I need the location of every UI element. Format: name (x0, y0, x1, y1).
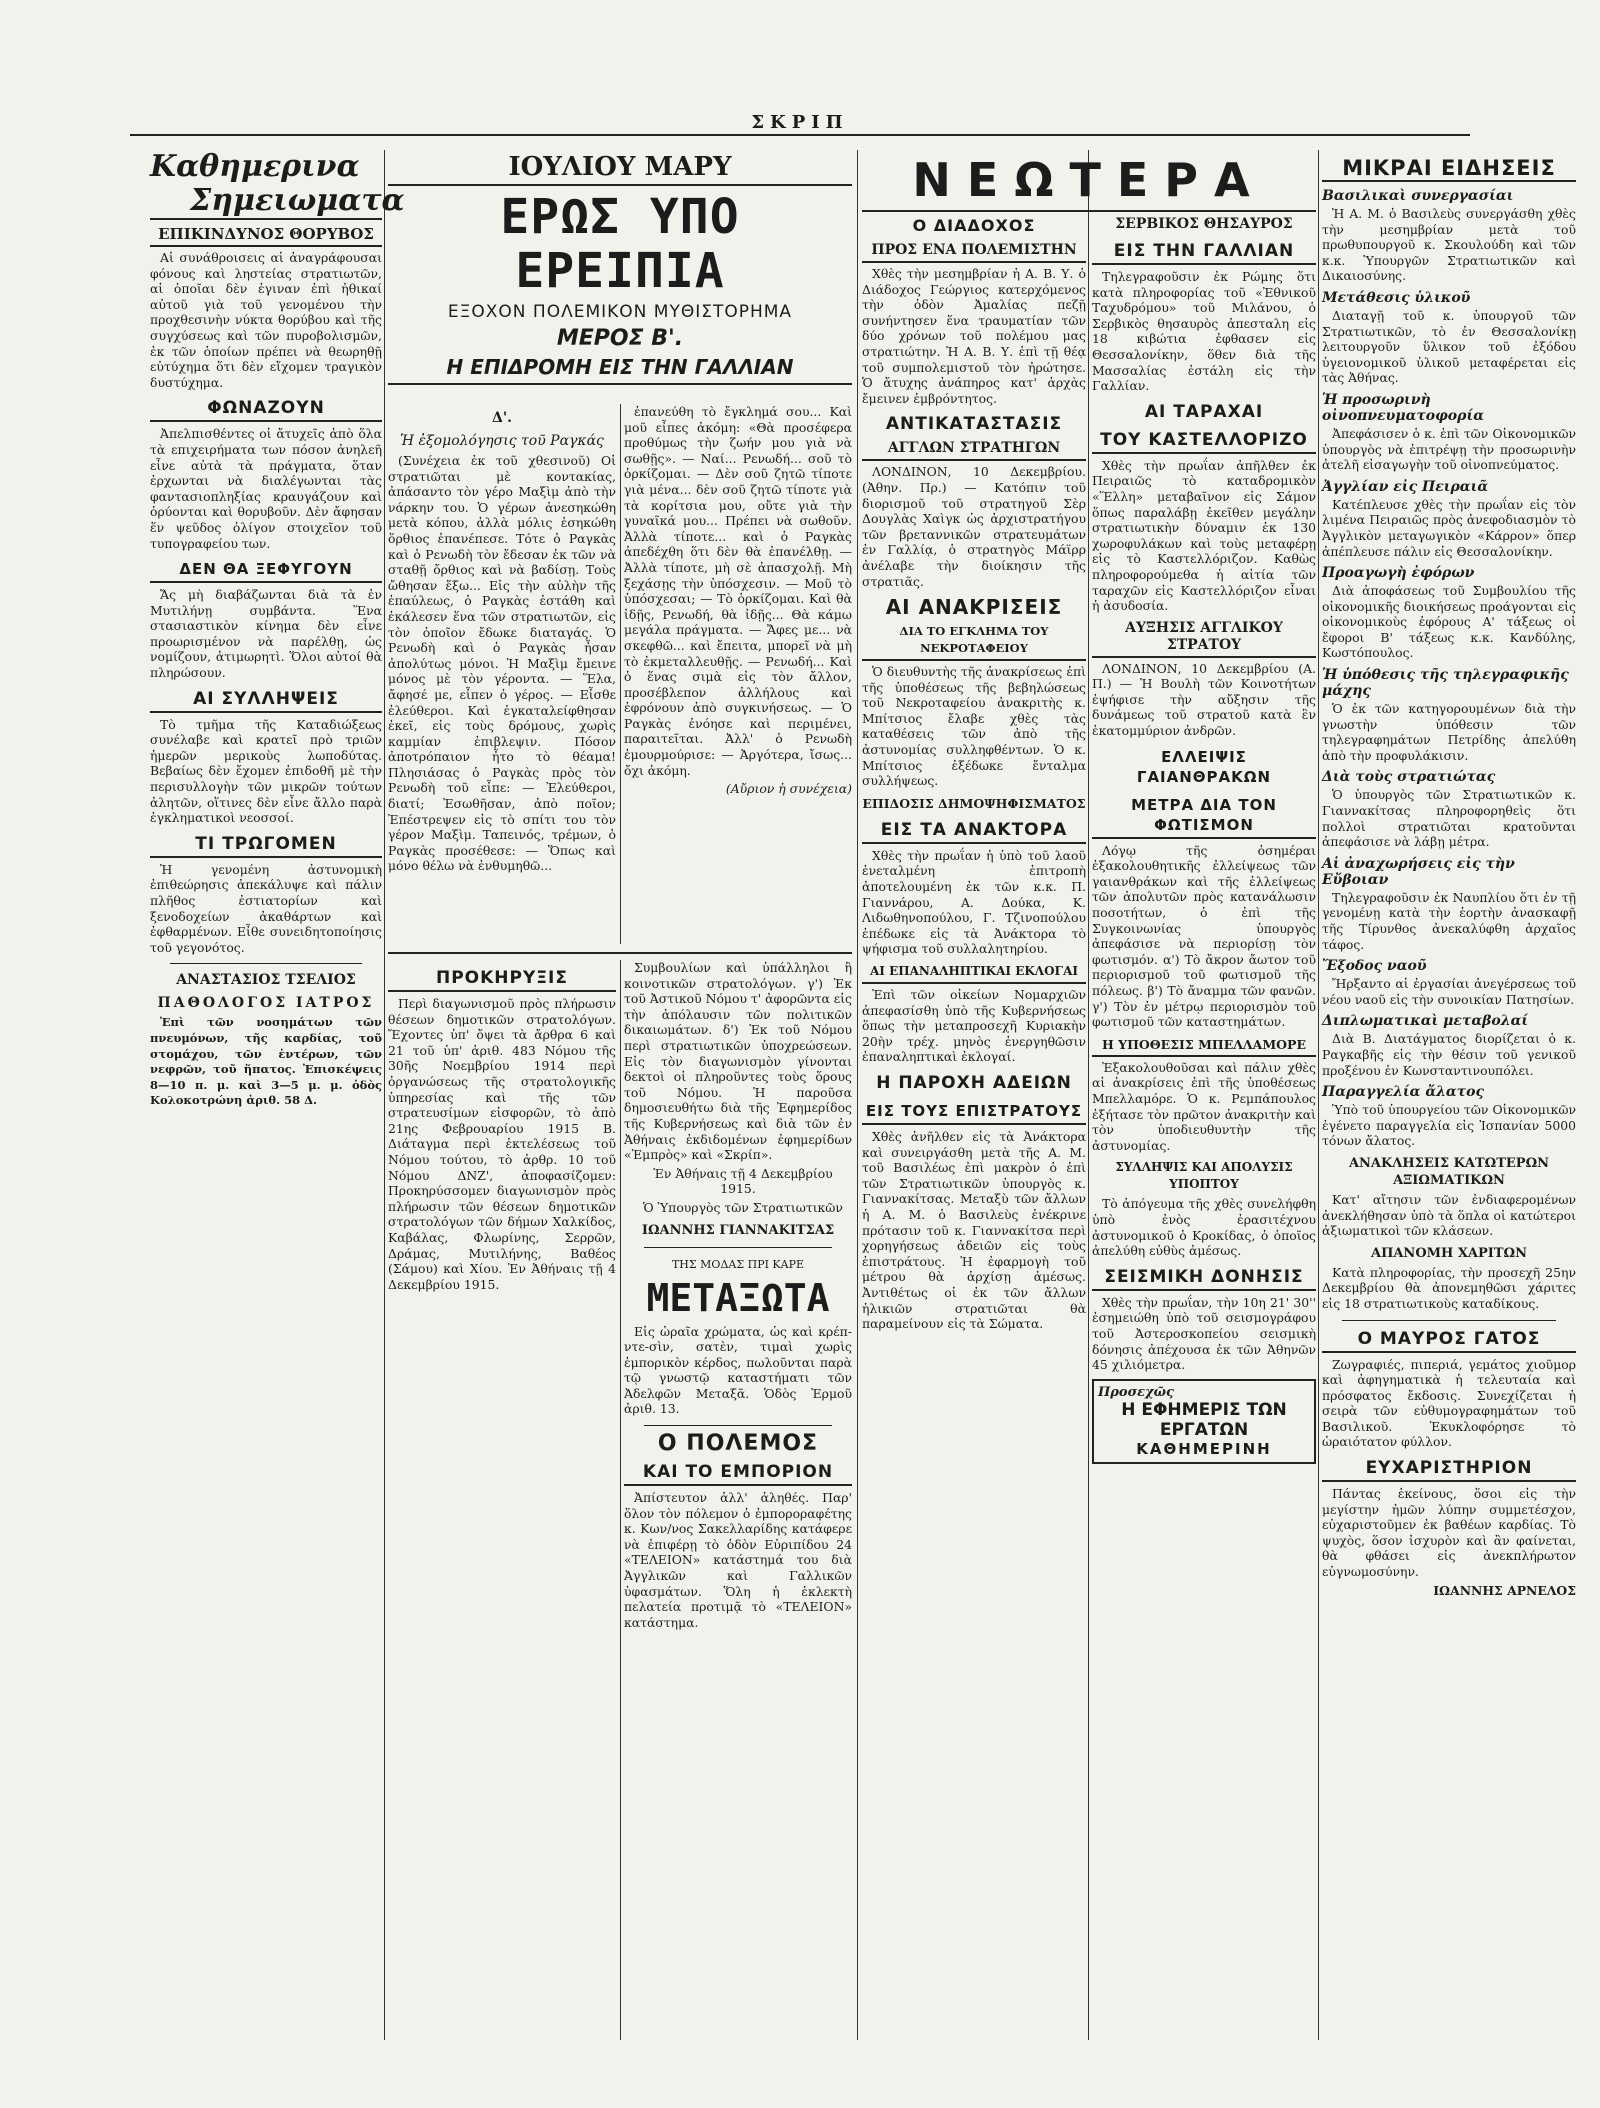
novel-subtitle: ΕΞΟΧΟΝ ΠΟΛΕΜΙΚΟΝ ΜΥΘΙΣΤΟΡΗΜΑ (447, 302, 793, 322)
news-item-body: Διὰ Β. Διατάγματος διορίζεται ὁ κ. Ραγκαβῆς εἰς τὴν θέσιν τοῦ γενικοῦ προξένου ἐν Κωνσταντινουπόλει. (1322, 1031, 1576, 1078)
news-item-title: Ἡ ὑπόθεσις τῆς τηλεγραφικῆς μάχης (1322, 667, 1569, 700)
doctor-ad-title: ΠΑΘΟΛΟΓΟΣ ΙΑΤΡΟΣ (157, 995, 375, 1012)
section-title: ΜΙΚΡΑΙ ΕΙΔΗΣΕΙΣ (1322, 158, 1576, 182)
news-item-title: Ἀγγλίαν εἰς Πειραιᾶ (1322, 478, 1489, 495)
divider (1342, 1320, 1556, 1321)
news-item-title: Ἡ προσωρινὴ οἰνοπνευματοφορία (1322, 391, 1484, 424)
doctor-ad-name: ΑΝΑΣΤΑΣΙΟΣ ΤΣΕΛΙΟΣ (176, 972, 356, 989)
article-body: Λόγῳ τῆς ὀσημέραι ἐξακολουθητικῆς ἐλλείψεως τῶν γαιανθράκων καὶ τῆς ἐλλείψεως τῶν ἀπολυτῶν πρὸς κατανάλωσιν ποσοτήτων, ὁ ἐπὶ τῆς Συγκοινωνίας ὑπουργὸς ἀπεφάσισε νὰ περιορίσῃ τὸν φωτισμόν. α') Τὸ ἄκρον ἄωτον τοῦ περιορισμοῦ τοῦ φωτισμοῦ τῆς πόλεως. β') Τὸ ἄναμμα τῶν φανῶν. γ') Τὸν ἐν μέτρῳ περιορισμὸν τοῦ φωτισμοῦ τῶν καταστημάτων. (1092, 842, 1316, 1030)
divider (644, 1247, 832, 1248)
article-body: ΛΟΝΔΙΝΟΝ, 10 Δεκεμβρίου. (Ἀθην. Πρ.) — Κατόπιν τοῦ διορισμοῦ τοῦ στρατηγοῦ Σὲρ Δουγλὰς Χαὶγκ ὡς ἀρχιστρατήγου τῶν βρεταννικῶν στρατευμάτων ἐν Γαλλίᾳ, ὁ στρατηγὸς Μάϊρρ ἀνέλαβε τὴν διοίκησιν τῆς στρατιᾶς. (862, 464, 1086, 589)
news-item-title: Μετάθεσις ὑλικοῦ (1322, 289, 1471, 306)
novel-column-a (388, 404, 616, 949)
news-item-body: Κατὰ πληροφορίας, τὴν προσεχῆ 25ην Δεκεμβρίου θὰ ἀπονεμηθῶσι χάριτες εἰς 18 στρατιωτικοὺς καταδίκους. (1322, 1264, 1576, 1311)
proclamation-column-b (624, 960, 852, 2040)
news-item-body: Ὁ ἐκ τῶν κατηγορουμένων διὰ τὴν γνωστὴν ὑπόθεσιν τῶν τηλεγραφημάτων Πετρίδης ἀπελύθη ἀπὸ τὴν προφυλάκισιν. (1322, 701, 1576, 763)
article-subtitle: ΔΙΑ ΤΟ ΕΓΚΛΗΜΑ ΤΟΥ ΝΕΚΡΟΤΑΦΕΙΟΥ (862, 623, 1086, 661)
column-rule (857, 150, 858, 2040)
article-body: Ζωγραφιές, πιπεριά, γεμάτος χιοῦμορ καὶ ἀφηγηματικὰ ἡ τελευταία καὶ πρόσφατος ἔκδοσις. Συνεχίζεται ἡ σειρὰ τῶν εὐθυμογραφημάτων τοῦ Βασιλικοῦ. Ἐκυκλοφόρησε τὸ ὡραιότατον φύλλον. (1322, 1356, 1576, 1450)
news-item-title: Ἔξοδος ναοῦ (1322, 958, 1427, 975)
header-line-1: Καθημερινα (150, 149, 360, 184)
article-title: ΔΕΝ ΘΑ ΞΕΦΥΓΟΥΝ (150, 559, 382, 583)
article-title: ΣΕΡΒΙΚΟΣ ΘΗΣΑΥΡΟΣ (1115, 216, 1293, 232)
ad-pre: Προσεχῶς (1098, 1384, 1174, 1400)
column-rule (1088, 150, 1089, 2040)
article-title: ΑΙ ΣΥΛΛΗΨΕΙΣ (150, 689, 382, 713)
article-body: Χθὲς τὴν πρωΐαν, τὴν 10η 21' 30'' ἐσημειώθη ὑπὸ τοῦ σεισμογράφου τοῦ Ἀστεροσκοπείου σεισμικὴ δόνησις ἀπέχουσα ἐκ τῶν Ἀθηνῶν 45 χιλιόμετρα. (1092, 1294, 1316, 1373)
article-title: ΦΩΝΑΖΟΥΝ (150, 398, 382, 422)
novel-chapter: Η ΕΠΙΔΡΟΜΗ ΕΙΣ ΤΗΝ ΓΑΛΛΙΑΝ (388, 355, 852, 385)
article-subtitle: ΕΙΣ ΤΑ ΑΝΑΚΤΟΡΑ (862, 820, 1086, 844)
column-rule (620, 960, 621, 2040)
article-title: Η ΥΠΟΘΕΣΙΣ ΜΠΕΛΛΑΜΟΡΕ (1092, 1036, 1316, 1057)
article-body: Ὁ διευθυντὴς τῆς ἀνακρίσεως ἐπὶ τῆς ὑποθέσεως τῆς βεβηλώσεως τοῦ Νεκροταφείου ἀνακριτὴς κ. Μπίτσιος ἔλαβε χθὲς τὰς καταθέσεις τῶν ἀπὸ τῆς ἀστυνομίας συλληφθέντων. Ὁ κ. Μπίτσιος ἐξέδωκε ἔνταλμα συλλήψεως. (862, 664, 1086, 789)
article-body: Ἡ γενομένη ἀστυνομικὴ ἐπιθεώρησις ἀπεκάλυψε καὶ πάλιν πλῆθος ἐστιατορίων καὶ ξενοδοχείων ἀκαθάρτων καὶ ἐφθαρμένων. Εἶθε συνειδητοποίησις τοῦ γεγονότος. (150, 861, 382, 955)
header-line-2: Σημειωματα (150, 184, 382, 220)
news-item-body: Ἡ Α. Μ. ὁ Βασιλεὺς συνεργάσθη χθὲς τὴν μεσημβρίαν μετὰ τοῦ πρωθυπουργοῦ κ. Σκουλούδη καὶ τῶν κ.κ. Ὑπουργῶν Στρατιωτικῶν καὶ Δικαιοσύνης. (1322, 206, 1576, 284)
article-title: ΕΠΙΚΙΝΔΥΝΟΣ ΘΟΡΥΒΟΣ (150, 226, 382, 247)
article-title: ΕΥΧΑΡΙΣΤΗΡΙΟΝ (1322, 1458, 1576, 1482)
signature-name: ΙΩΑΝΝΗΣ ΑΡΝΕΛΟΣ (1433, 1582, 1576, 1598)
novel-continued: (Αὔριον ἡ συνέχεια) (725, 781, 852, 797)
column-daily-notes (150, 149, 405, 2040)
neotera-banner: ΝΕΩΤΕΡΑ (862, 150, 1316, 212)
article-body: Τηλεγραφοῦσιν ἐκ Ρώμης ὅτι κατὰ πληροφορίας τοῦ «Ἐθνικοῦ Ταχυδρόμου» τοῦ Μιλάνου, ὁ Σερβικὸς θησαυρὸς ἀπεσταλη εἰς 18 κιβώτια ἐφθασεν εἰς Θεσσαλονίκην, ὅθεν διὰ τῆς Μασσαλίας ἐστάλη εἰς τὴν Γαλλίαν. (1092, 269, 1316, 394)
article-title: ΕΠΙΔΟΣΙΣ ΔΗΜΟΨΗΦΙΣΜΑΤΟΣ (862, 795, 1086, 811)
column-rule (384, 150, 385, 2040)
divider (644, 1425, 832, 1426)
doctor-ad-text: Ἐπὶ τῶν νοσημάτων τῶν πνευμόνων, τῆς καρδίας, τοῦ στομάχου, τῶν ἐντέρων, τῶν νεφρῶν, τοῦ ἥπατος. Ἐπισκέψεις 8—10 π. μ. καὶ 3—5 μ. μ. ὁδὸς Κολοκοτρώνη ἀριθ. 58 Δ. (150, 1015, 382, 1108)
news-item-title: ΑΝΑΚΛΗΣΕΙΣ ΚΑΤΩΤΕΡΩΝ ΑΞΙΩΜΑΤΙΚΩΝ (1348, 1155, 1550, 1188)
article-title: ΚΑΙ ΤΟ ΕΜΠΟΡΙΟΝ (624, 1462, 852, 1486)
article-body: Τὸ ἀπόγευμα τῆς χθὲς συνελήφθη ὑπὸ ἐνὸς ἐρασιτέχνου ἀστυνομικοῦ ὁ Κροκίδας, ὁ ὁποῖος ἀπελύθη εὐθὺς ἀμέσως. (1092, 1196, 1316, 1259)
article-title: ΠΡΟΚΗΡΥΞΙΣ (388, 968, 616, 992)
article-title: ΑΝΤΙΚΑΤΑΣΤΑΣΙΣ (885, 414, 1063, 435)
masthead: ΣΚΡΙΠ (130, 112, 1470, 136)
article-body: Ἄς μὴ διαβάζωνται διὰ τὰ ἐν Μυτιλήνῃ συμβάντα. Ἕνα στασιαστικὸν κίνημα δὲν εἶνε προωρισμένον νὰ παρέλθῃ, ὡς νομίζουν, ἀτιμωρητὶ. Ὅλοι αὐτοί θὰ πληρώσουν. (150, 587, 382, 681)
article-body: Ἐξακολουθοῦσαι καὶ πάλιν χθὲς αἱ ἀνακρίσεις ἐπὶ τῆς ὑποθέσεως Μπελλαμόρε. Ὁ κ. Ρεμπάπουλος ἐξήτασε τὸν πρῶτον ἀνακριτὴν καὶ τὸν ὑποδιευθυντὴν τῆς ἀστυνομίας. (1092, 1059, 1316, 1153)
signature-role: Ὁ Ὑπουργὸς τῶν Στρατιωτικῶν (643, 1199, 843, 1215)
novel-body: ἐπανεύθη τὸ ἔγκλημά σου... Καὶ μοῦ εἶπες ἀκόμη: «Θὰ προσέφερα προθύμως τὴν ζωήν μου γιὰ νὰ σωθῇς». — Ναί... Ρενωδή... σοῦ τὸ ὁρκίζομαι. — Δὲν σοῦ ζητῶ τίποτε γιὰ μένα... δὲν σοῦ ζητῶ τίποτε γιὰ τὰ κορίτσια μου, οὔτε γιὰ τὴν γυναῖκά μου... Πρέπει νὰ σωθοῦν. Ἀλλὰ τίποτε... καὶ ὁ Ραγκὰς ἀπεδέχθη ὅτι δὲν θὰ ἐπανέλθῃ. — Ἀλλὰ τίποτε, μὴ σὲ ἀπασχολῇ. Μὴ ξεχάσῃς τὴν ὑπόσχεσιν. — Μοῦ τὸ ὑπόσχεσαι; — Τὸ ὁρκίζομαι. Καὶ θὰ ἰδῇς, Ρενωδή, θὰ ἰδῇς... Θὰ κάμω μεγάλα πράγματα. — Ἄφες με... νὰ σκεφθῶ... καὶ ἔπειτα, μπορεῖ νὰ μὴ τὸ ἐκμεταλλευθῇς. — Ρενωδή... Καὶ ὁ ἕνας σιμὰ εἰς τὸν ἄλλον, προσέβλεπον ἀλλήλους καὶ ἐφρόνουν ἀπὸ συγκινήσεως. — Ὁ Ραγκὰς ἐνόησε καὶ περιμένει, παραιτεῖται. Ἀλλ' ὁ Ρενωδὴ ἐμουρμούρισε: — Ἀργότερα, ἴσως... ὄχι ἀκόμη. (624, 404, 852, 778)
article-title: ΕΛΛΕΙΨΙΣ ΓΑΙΑΝΘΡΑΚΩΝ (1136, 747, 1272, 786)
silk-ad-title: ΜΕΤΑΞΩΤΑ (646, 1275, 830, 1320)
news-item-body: Ἤρξαντο αἱ ἐργασίαι ἀνεγέρσεως τοῦ νέου ναοῦ εἰς τὴν συνοικίαν Πατησίων. (1322, 976, 1576, 1007)
news-item-title: Παραγγελία ἄλατος (1322, 1084, 1484, 1101)
article-title: ΤΙ ΤΡΩΓΟΜΕΝ (150, 834, 382, 858)
news-item-body: Διαταγῇ τοῦ κ. ὑπουργοῦ τῶν Στρατιωτικῶν, τὸ ἐν Θεσσαλονίκῃ λειτουργοῦν ὕλικον τοῦ ἐξόδου ὑγειονομικοῦ ὑλικοῦ μεταφέρεται εἰς τὰς Ἀθήνας. (1322, 307, 1576, 386)
article-body: Χθὲς τὴν πρωΐαν ἀπῆλθεν ἐκ Πειραιῶς τὸ καταδρομικὸν «Ἕλλη» μεταβαῖνον εἰς Σάμον ὅπως παραλάβῃ ἐκεῖθεν μεγάλην στρατιωτικὴν δύναμιν ἐκ 130 χωροφυλάκων καὶ τοὺς μεταφέρῃ εἰς τὸ Καστελλόριζον. Καθὼς πληροφορούμεθα ἡ αἰτία τῶν ταραχῶν εἰς Καστελλόριζον εἶναι ἡ ἀσυδοσία. (1092, 457, 1316, 614)
article-body: Χθὲς τὴν μεσημβρίαν ἡ Α. Β. Υ. ὁ Διάδοχος Γεώργιος κατερχόμενος τὴν ὁδὸν Ἀμαλίας πεζῇ συνήντησεν ἕνα τραυματίαν τῶν δύο χρόνων τοῦ πολέμου μας στρατιώτην. Ἡ Α. Β. Υ. ἐπὶ τῇ θέᾳ τοῦ συμπολεμιστοῦ τὸν ἠρώτησε. Ὁ ἄτυχης ἀνάπηρος κατ' ἀρχὰς ἔμεινεν ἐμβρόντητος. (862, 266, 1086, 406)
news-item-title: Αἱ ἀναχωρήσεις εἰς τὴν Εὔβοιαν (1322, 855, 1515, 888)
article-body: Περὶ διαγωνισμοῦ πρὸς πλήρωσιν θέσεων δημοτικῶν στρατολόγων. Ἔχοντες ὑπ' ὄψει τὰ ἄρθρα 6 καὶ 21 τοῦ ὑπ' ἀριθ. 483 Νόμου τῆς 30ῆς Νοεμβρίου 1914 περὶ ὀργανώσεως τῆς στρατολογικῆς ὑπηρεσίας καὶ τῆς τῶν στρατευσίμων εἰσφορῶν, τὸ ἀπὸ 21ης Φεβρουαρίου 1915 Β. Διάταγμα περὶ ἐκτελέσεως τοῦ Νόμου τούτου, τὸ ἀρθρ. 10 τοῦ Νόμου ΔΝΖ', ἀποφασίζομεν: Προκηρύσσομεν διαγωνισμὸν πρὸς πλήρωσιν τῶν θέσεων δημοτικῶν στρατολόγων τῶν δήμων Χαλκίδος, Καβάλας, Φλωρίνης, Σερρῶν, Δράμας, Μυτιλήνης, Βαθέος (Σάμου) καὶ Χίου. Ἐν Ἀθήναις τῇ 4 Δεκεμβρίου 1915. (388, 996, 616, 1292)
article-subtitle: ΑΓΓΛΩΝ ΣΤΡΑΤΗΓΩΝ (862, 440, 1086, 461)
news-item-body: Διὰ ἀποφάσεως τοῦ Συμβουλίου τῆς οἰκονομικῆς διοικήσεως προάγονται εἰς οἰκονομικοὺς ἐφόρους Α' τάξεως οἱ ἔφοροι Β' τάξεως κ.κ. Κανδύλης, Κωστόπουλος. (1322, 583, 1576, 661)
signature-date: Ἐν Ἀθήναις τῇ 4 Δεκεμβρίου 1915. (653, 1165, 833, 1197)
column-latest-news-a (862, 214, 1086, 2040)
novel-title: ΕΡΩΣ ΥΠΟ ΕΡΕΙΠΙΑ (500, 189, 740, 299)
ad-sub: ΚΑΘΗΜΕΡΙΝΗ (1136, 1439, 1272, 1458)
column-rule (1318, 150, 1319, 2040)
news-item-body: Τηλεγραφοῦσιν ἐκ Ναυπλίου ὅτι ἐν τῇ γενομένῃ κατὰ τὴν ἑορτὴν ἀνασκαφῇ τῆς Τίρυνθος ἀνεκαλύφθη ἀρχαῖος τάφος. (1322, 889, 1576, 952)
column-small-news (1322, 150, 1576, 2040)
news-item-title: Βασιλικαὶ συνεργασίαι (1322, 188, 1514, 204)
article-body: ΛΟΝΔΙΝΟΝ, 10 Δεκεμβρίου (Α. Π.) — Ἡ Βουλὴ τῶν Κοινοτήτων ἐψήφισε τὴν αὔξησιν τῆς δυνάμεως τοῦ στρατοῦ κατὰ ἓν ἑκατομμύριον ἀνδρῶν. (1092, 660, 1316, 739)
news-item-body: Ὑπὸ τοῦ ὑπουργείου τῶν Οἰκονομικῶν ἐγένετο παραγγελία εἰς Ἰσπανίαν 5000 τόνων ἄλατος. (1322, 1102, 1576, 1149)
novel-body: (Συνέχεια ἐκ τοῦ χθεσινοῦ) Οἱ στρατιῶται μὲ κοντακίας, ἀπάσαντο τὸν γέρο Μαξὶμ ἀπὸ τὴν νάρκην του. Ὁ γέρων ἀνεσηκώθη μετὰ κόπου, ἀλλὰ μόλις ἐσηκώθη ὅρθιος ἐπανέπεσε. Τότε ὁ Ραγκὰς καὶ ὁ Ρενωδὴ τὸν ἔδεσαν ἐκ τῶν νὰ σταθῇ ὄρθιος καὶ νὰ βαδίσῃ. Τοὺς ὤθησαν ἔξω... Εἰς τὴν αὐλὴν τῆς ἐπαύλεως, ὁ Ραγκὰς ἐστάθη καὶ ἐκάλεσεν ἕνα τῶν στρατιωτῶν, εἰς τὸν ὁποῖον ἔδωκε διαταγάς. Ὁ Ρενωδὴ καὶ ὁ Ραγκὰς ἦσαν ἀπολύτως μόνοι. Ἡ Μαξὶμ ἔμεινε μόνος μὲ τὸν γέροντα. — Ἕλα, ἄφησέ με, εἶπεν ὁ γέρος. — Εἶσθε ἐλεύθεροι. Καὶ ἐγκαταλείφθησαν ἐκεῖ, εἰς τοὺς δρόμους, χωρὶς καμμίαν ἐπιβλεψιν. Πόσον ἀποτρόπαιον ἦτο τὸ θέαμα! Πλησιάσας ὁ Ραγκὰς πρὸς τὸν Ρενωδὴ τοῦ εἶπε: — Ἐλεύθεροι, διατί; Ἐσωθῆσαν, ἀπὸ ποῖον; Ἐπέστρεψεν εἰς τὸ σπίτι του τὸν γέρον Μαξὶμ. Ταπεινός, τρέμων, ὁ Ραγκὰς προσέθεσε: — Ὅπως καὶ μόνο θέλω νὰ ἐνθυμηθῶ... (388, 453, 616, 874)
news-item-title: Διὰ τοὺς στρατιώτας (1322, 769, 1496, 786)
news-item-title: ΑΠΑΝΟΜΗ ΧΑΡΙΤΩΝ (1370, 1245, 1527, 1261)
article-subtitle: ΕΙΣ ΤΟΥΣ ΕΠΙΣΤΡΑΤΟΥΣ (862, 1101, 1086, 1125)
signature-name: ΙΩΑΝΝΗΣ ΓΙΑΝΝΑΚΙΤΣΑΣ (641, 1222, 835, 1238)
article-title: Ο ΔΙΑΔΟΧΟΣ (912, 216, 1036, 235)
divider (170, 963, 362, 964)
article-subtitle: ΤΟΥ ΚΑΣΤΕΛΛΟΡΙΖΟ (1092, 430, 1316, 454)
ad-title: Η ΕΦΗΜΕΡΙΣ ΤΩΝ ΕΡΓΑΤΩΝ (1121, 1399, 1287, 1440)
article-title: Η ΠΑΡΟΧΗ ΑΔΕΙΩΝ (876, 1072, 1072, 1093)
news-item-title: Διπλωματικαὶ μεταβολαί (1322, 1013, 1529, 1030)
news-item-body: Ὁ ὑπουργὸς τῶν Στρατιωτικῶν κ. Γιαννακίτσας πληροφορηθεὶς ὅτι πολλοὶ στρατιῶται κρατοῦνται ἀπεφάσισε νὰ λάβῃ μέτρα. (1322, 787, 1576, 850)
article-subtitle: ΜΕΤΡΑ ΔΙΑ ΤΟΝ ΦΩΤΙΣΜΟΝ (1092, 795, 1316, 839)
novel-column-b (624, 404, 852, 949)
article-title: ΣΥΛΛΗΨΙΣ ΚΑΙ ΑΠΟΛΥΣΙΣ ΥΠΟΠΤΟΥ (1115, 1160, 1293, 1192)
proclamation-column-a (388, 960, 616, 2040)
article-title: ΣΕΙΣΜΙΚΗ ΔΟΝΗΣΙΣ (1092, 1267, 1316, 1291)
article-title: Ο ΜΑΥΡΟΣ ΓΑΤΟΣ (1322, 1329, 1576, 1353)
novel-author: ΙΟΥΛΙΟΥ ΜΑΡΥ (388, 152, 852, 186)
silk-ad-text: Εἰς ὡραῖα χρώματα, ὡς καὶ κρέπ-ντε-σὶν, σατὲν, τιμαὶ χωρὶς ἐμπορικὸν κέρδος, πωλοῦνται παρὰ τῷ γνωστῷ καταστήματι τῶν Ἀδελφῶν Μεταξᾶ. Ὁδὸς Ἑρμοῦ ἀριθ. 13. (624, 1323, 852, 1417)
article-body: Πάντας ἐκείνους, ὅσοι εἰς τὴν μεγίστην ἡμῶν λύπην συμμετέσχον, εὐχαριστοῦμεν ἐκ βαθέων καρδίας. Τὸ ψυχὸς, ὅσον ἰσχυρὸν καὶ ἂν φαίνεται, θὰ φθάσει εἰς ἀνεκπλήρωτον εὐγνωμοσύνην. (1322, 1486, 1576, 1580)
ad-label: ΤΗΣ ΜΟΔΑΣ ΠΡΙ ΚΑΡΕ (671, 1257, 805, 1271)
article-body: Χθὲς ἀνῆλθεν εἰς τὰ Ἀνάκτορα καὶ συνειργάσθη μετὰ τῆς Α. Μ. τοῦ Βασιλέως ἐπὶ μακρὸν ὁ ἐπὶ τῶν Στρατιωτικῶν ὑπουργὸς κ. Γιαννακίτσας. Μεταξὺ τῶν ἄλλων ἡ Α. Μ. ὁ Βασιλεὺς ἐνέκρινε πρότασιν τοῦ κ. Γιαννακίτσα περὶ χορηγήσεως ἀδειῶν εἰς τοὺς ἐπιστράτους. Ἡ ἐφαρμογὴ τοῦ μέτρου θὰ ἀρχίσῃ ἀμέσως. Ἀντιθέτως οἱ ἐκ τῶν ἄλλων ἡλικιῶν στρατιῶται θὰ παραμείνουν εἰς τὰ Σώματα. (862, 1128, 1086, 1332)
news-item-body: Ἀπεφάσισεν ὁ κ. ἐπὶ τῶν Οἰκονομικῶν ὑπουργὸς νὰ ἐπιτρέψῃ τὴν προσωρινὴν ἀτελῆ εἰσαγωγὴν τοῦ οἰνοπνεύματος. (1322, 425, 1576, 473)
article-body: Ἐπὶ τῶν οἰκείων Νομαρχιῶν ἀπεφασίσθη ὑπὸ τῆς Κυβερνήσεως ὅπως τὴν μεταπροσεχῆ Κυριακὴν 20ὴν τρέχ. μηνὸς ἐνεργηθῶσιν ἐπαναληπτικαὶ ἐκλογαί. (862, 987, 1086, 1065)
chapter-subtitle: Ἡ ἐξομολόγησις τοῦ Ραγκάς (400, 433, 604, 449)
news-item-body: Κατέπλευσε χθὲς τὴν πρωΐαν εἰς τὸν λιμένα Πειραιῶς πρὸς ἀνεφοδιασμὸν τὸ Ἀγγλικὸν μεταγωγικὸν «Κάρρον» ὅπερ ἀπέπλευσε πάλιν εἰς Θεσσαλονίκην. (1322, 496, 1576, 559)
article-title: ΑΙ ΕΠΑΝΑΛΗΠΤΙΚΑΙ ΕΚΛΟΓΑΙ (862, 963, 1086, 984)
article-body: Συμβουλίων καὶ ὑπάλληλοι ἢ κοινοτικῶν στρατολόγων. γ') Ἐκ τοῦ Ἀστικοῦ Νόμου τ' ἀφορῶντα εἰς τὴν ἀπόλαυσιν τῶν πολιτικῶν δικαιωμάτων. δ') Ἐκ τοῦ Νόμου περὶ στρατιωτικῶν ὑποχρεώσεων. Εἰς τὸν διαγωνισμὸν γίνονται δεκτοὶ οἱ πληροῦντες τοὺς ὅρους τοῦ Νόμου. Ἡ παροῦσα δημοσιευθήτω διὰ τῆς Ἐφημερίδος τῆς Κυβερνήσεως καὶ διὰ τῶν ἐν Ἀθήναις ἐκδιδομένων ἐφημερίδων «Ἐμπρὸς» καὶ «Σκρίπ». (624, 960, 852, 1163)
article-body: Χθὲς τὴν πρωΐαν ἡ ὑπὸ τοῦ λαοῦ ἐνεταλμένη ἐπιτροπὴ ἀποτελουμένη ἐκ τῶν κ.κ. Π. Γιαννάρου, Α. Δούκα, Κ. Λιδωθηνοπούλου, Γ. Τζινοπούλου ἐπέδωκε εἰς τὰ Ἀνάκτορα τὸ ψήφισμα τοῦ συλλαλητηρίου. (862, 847, 1086, 957)
chapter-number: Δ'. (491, 410, 513, 426)
article-body: Ἀπελπισθέντες οἱ ἄτυχεῖς ἀπὸ ὅλα τὰ επιχειρήματα των πόσον ἀνηλεῆ εἶνε αὐτὰ τὰ πράγματα, ὅταν ἐρχωνται νὰ διαλέγωνται τὰς φαντασιοπληξίας κραυγάζουν καὶ ὀρύονται καὶ θορυβοῦν. Δὲν ἄφησαν ἕν ψεῦδος ὀλίγον στοιχεῖον τοῦ τυπογραφείου των. (150, 426, 382, 551)
article-body: Τὸ τμῆμα τῆς Καταδιώξεως συνέλαβε καὶ κρατεῖ πρὸ τριῶν ἡμερῶν μερικοὺς λωποδύτας. Βεβαίως δὲν ἔχομεν ἐπιδοθῆ μὲ τὴν περισυλλογὴν τῶν μικρῶν τούτων ἀλητῶν, οἵτινες δὲν εἶνε ἄλλο παρὰ ἐγκληματικοὶ νεοσσοί. (150, 716, 382, 826)
news-item-title: Προαγωγὴ ἐφόρων (1322, 565, 1475, 582)
novel-part: ΜΕΡΟΣ Β'. (556, 326, 684, 351)
column-latest-news-b (1092, 214, 1316, 2040)
article-subtitle: ΕΙΣ ΤΗΝ ΓΑΛΛΙΑΝ (1092, 241, 1316, 265)
article-title: ΑΥΞΗΣΙΣ ΑΓΓΛΙΚΟΥ ΣΤΡΑΤΟΥ (1092, 620, 1316, 658)
article-title: Ο ΠΟΛΕΜΟΣ (657, 1431, 819, 1457)
workers-paper-ad (1092, 1379, 1316, 1464)
article-subtitle: ΠΡΟΣ ΕΝΑ ΠΟΛΕΜΙΣΤΗΝ (862, 242, 1086, 263)
divider (388, 952, 852, 954)
column-rule (620, 404, 621, 944)
daily-notes-header (150, 149, 405, 220)
news-item-body: Κατ' αἴτησιν τῶν ἐνδιαφερομένων ἀνεκλήθησαν ὑπὸ τὰ ὅπλα οἱ κατώτεροι ἀξιωματικοὶ τῶν κλάσεων. (1322, 1191, 1576, 1239)
article-title: ΑΙ ΑΝΑΚΡΙΣΕΙΣ (885, 595, 1063, 620)
article-title: ΑΙ ΤΑΡΑΧΑΙ (1144, 401, 1264, 422)
article-body: Αἱ συνάθροισεις αἱ ἀναγράφουσαι φόνους καὶ ληστείας στρατιωτῶν, αἱ ὁποῖαι δὲν ἐγιναν ἐπὶ ἠθικαί αὐτοῦ γιὰ τοῦ γενομένου τὴν προχθεσινὴν νύκτα θορύβου καὶ τῆς συγχύσεως καὶ τῶν πυροβολισμῶν, ἐκ τῶν ὁποίων πρέπει νὰ θεωρηθῇ εὐτύχημα ὅτι δὲν εἴχομεν τραγικὸν δυστύχημα. (150, 250, 382, 390)
article-body: Ἀπίστευτον ἀλλ' ἀληθές. Παρ' ὅλον τὸν πόλεμον ὁ ἐμποροραφέτης κ. Κων/νος Σακελλαρίδης κατάφερε νὰ ἐπιφέρῃ τὸ ὁδὸν Εὐριπίδου 24 «ΤΕΛΕΙΟΝ» κατάστημά του διὰ Ἀγγλικῶν καὶ Γαλλικῶν ὑφασμάτων. Ὅλη ἡ ἐκλεκτὴ πελατεία προτιμᾷ τὸ «ΤΕΛΕΙΟΝ» κατάστημα. (624, 1490, 852, 1630)
